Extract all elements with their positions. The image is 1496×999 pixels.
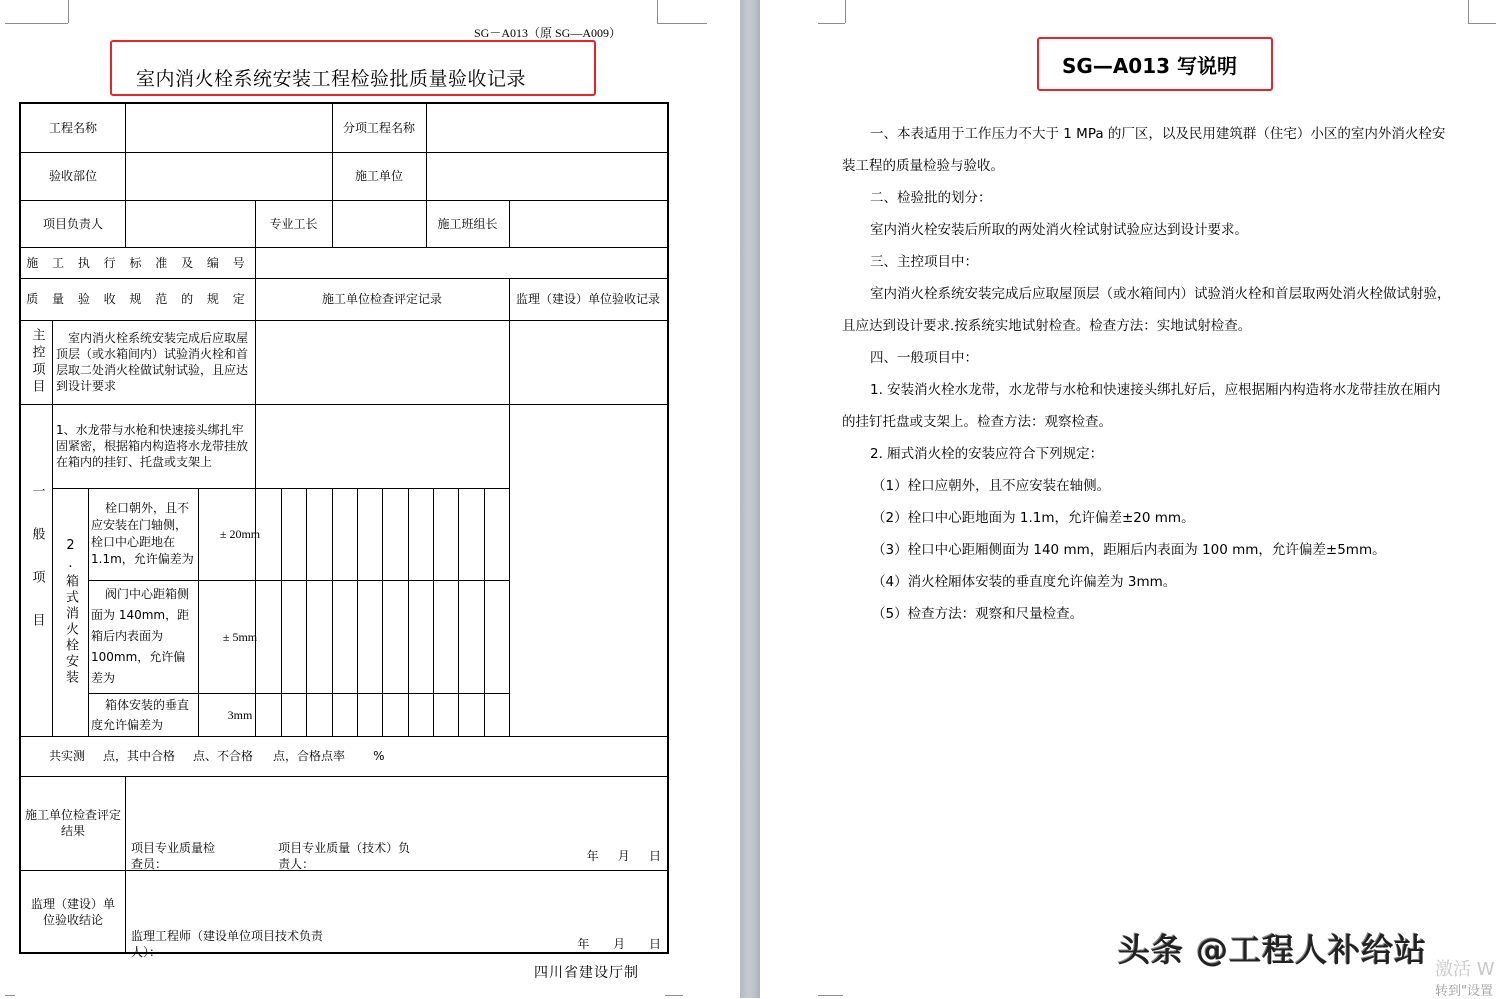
watermark: 头条 @工程人补给站 (1118, 931, 1428, 969)
team-leader-field[interactable] (510, 200, 667, 247)
crop-mark (657, 23, 707, 24)
contractor-result-label: 施工单位检查评定结果 (25, 808, 122, 838)
label-project-manager: 项目负责人 (42, 216, 103, 231)
label-inspection-location: 验收部位 (48, 169, 97, 183)
sub-item-1-text: 栓口朝外，且不应安装在门轴侧，栓口中心距地在1.1m，允许偏差为 (91, 501, 194, 566)
instruction-line: 2. 厢式消火栓的安装应符合下列规定： (870, 446, 1104, 462)
year-label: 年 (586, 849, 599, 863)
instruction-line: 二、检验批的划分： (870, 190, 992, 206)
form-title: 室内消火栓系统安装工程检验批质量验收记录 (136, 68, 527, 90)
instruction-line: （3）栓口中心距厢侧面为 140 mm，距厢后内表面为 100 mm，允许偏差±5mm。 (872, 542, 1386, 558)
project-name-field[interactable] (126, 104, 332, 152)
construction-unit-field[interactable] (427, 152, 667, 200)
crop-mark (818, 995, 843, 996)
project-manager-field[interactable] (126, 200, 255, 247)
day-label: 日 (649, 849, 662, 863)
main-control-contractor-field[interactable] (256, 320, 509, 404)
tech-lead-label: 项目专业质量（技术）负责人： (278, 841, 411, 871)
crop-mark (845, 0, 846, 23)
instruction-line: 的挂钉托盘或支架上。检查方法：观察检查。 (842, 414, 1112, 430)
label-construction-unit: 施工单位 (354, 169, 403, 183)
sub-item-3-text: 箱体安装的垂直度允许偏差为 (91, 697, 190, 732)
windows-activation-text: 激活 W (1435, 959, 1495, 980)
general-items-label: 一般项目 (29, 484, 45, 656)
inspection-form-table (19, 102, 669, 959)
header-contractor-record: 施工单位检查评定记录 (321, 292, 442, 306)
general-item-1-text: 1、水龙带与水枪和快速接头绑扎牢固紧密，根据箱内构造将水龙带挂放在箱内的挂钉、托盘或支架上 (56, 423, 249, 469)
instruction-line: 一、本表适用于工作压力不大于 1 MPa 的厂区，以及民用建筑群（住宅）小区的室内外消火栓安 (870, 126, 1446, 142)
contractor-signature-line (131, 841, 662, 871)
supervisor-signature-line (131, 929, 661, 959)
crop-mark (1468, 0, 1469, 23)
label-standard: 施 工 执 行 标 准 及 编 号 (26, 255, 250, 270)
summary-fail: 点、不合格 (193, 749, 254, 763)
inspection-location-field[interactable] (126, 152, 332, 200)
instruction-line: 且应达到设计要求.按系统实地试射检查。检查方法：实地试射检查。 (842, 318, 1252, 334)
instruction-line: （4）消火栓厢体安装的垂直度允许偏差为 3mm。 (872, 574, 1177, 590)
crop-mark (665, 995, 683, 996)
instructions-title: SG—A013 写说明 (1062, 54, 1238, 78)
page-gutter (740, 0, 760, 998)
instruction-line: 1. 安装消火栓水龙带，水龙带与水枪和快速接头绑扎好后，应根据厢内构造将水龙带挂放在厢内 (870, 382, 1441, 398)
summary-pass: 点，其中合格 (103, 749, 176, 763)
crop-mark (1468, 23, 1496, 24)
crop-mark (68, 0, 69, 23)
main-control-text: 室内消火栓系统安装完成后应取屋顶层（或水箱间内）试验消火栓和首层取二处消火栓做试射试验，且应达到设计要求 (56, 331, 249, 393)
right-page (760, 0, 1496, 998)
windows-activation-link[interactable]: 转到"设置 (1435, 984, 1493, 999)
general-supervisor-field[interactable] (510, 404, 667, 736)
crop-mark (5, 995, 15, 996)
label-team-leader: 施工班组长 (437, 216, 498, 231)
label-sub-project-name: 分项工程名称 (342, 121, 415, 135)
crop-mark (5, 23, 68, 24)
engineer-label: 监理工程师（建设单位项目技术负责人）： (131, 929, 324, 959)
instruction-line: 室内消火栓系统安装完成后应取屋顶层（或水箱间内）试验消火栓和首层取两处消火栓做试射验， (870, 286, 1451, 302)
instruction-line: 室内消火栓安装后所取的两处消火栓试射试验应达到设计要求。 (870, 222, 1248, 238)
main-control-supervisor-field[interactable] (510, 320, 667, 404)
sub-item-2-text: 阀门中心距箱侧面为 140mm，距箱后内表面为100mm，允许偏差为 (91, 587, 190, 685)
form-code: SG－A013（原 SG—A009） (474, 26, 622, 40)
summary-rate: 点，合格点率 (273, 749, 346, 763)
instruction-line: （2）栓口中心距地面为 1.1m，允许偏差±20 mm。 (872, 510, 1195, 526)
crop-mark (818, 23, 845, 24)
inspector-label: 项目专业质量检查员： (131, 841, 216, 871)
instruction-line: 四、一般项目中： (870, 350, 978, 366)
item-2-label: 2.箱式消火栓安装 (63, 538, 78, 686)
month-label: 月 (617, 849, 630, 863)
summary-row (49, 736, 649, 776)
summary-total: 共实测 (49, 749, 86, 763)
month-label: 月 (613, 937, 626, 951)
year-label: 年 (577, 937, 590, 951)
summary-percent: % (373, 749, 385, 763)
label-project-name: 工程名称 (48, 121, 97, 135)
instruction-line: （1）栓口应朝外，且不应安装在轴侧。 (872, 478, 1111, 494)
standard-field[interactable] (256, 247, 667, 278)
instruction-line: 装工程的质量检验与验收。 (842, 158, 1004, 174)
issuer-label: 四川省建设厅制 (534, 965, 639, 981)
crop-mark (657, 0, 658, 23)
foreman-field[interactable] (333, 200, 426, 247)
supervisor-result-label: 监理（建设）单位验收结论 (30, 897, 115, 927)
sub-item-2-tolerance: ± 5mm (222, 629, 258, 644)
label-foreman: 专业工长 (269, 216, 318, 231)
day-label: 日 (648, 937, 661, 951)
instruction-line: （5）检查方法：观察和尺量检查。 (872, 606, 1084, 622)
sub-item-3-tolerance: 3mm (227, 707, 253, 722)
sub-item-1-tolerance: ± 20mm (219, 527, 261, 541)
header-supervisor-record: 监理（建设）单位验收记录 (515, 292, 660, 306)
header-spec: 质 量 验 收 规 范 的 规 定 (26, 292, 250, 306)
sub-project-name-field[interactable] (427, 104, 667, 152)
instruction-line: 三、主控项目中： (870, 254, 978, 270)
general-item-1-contractor-field[interactable] (256, 404, 509, 488)
main-control-label: 主控项目 (29, 328, 45, 396)
